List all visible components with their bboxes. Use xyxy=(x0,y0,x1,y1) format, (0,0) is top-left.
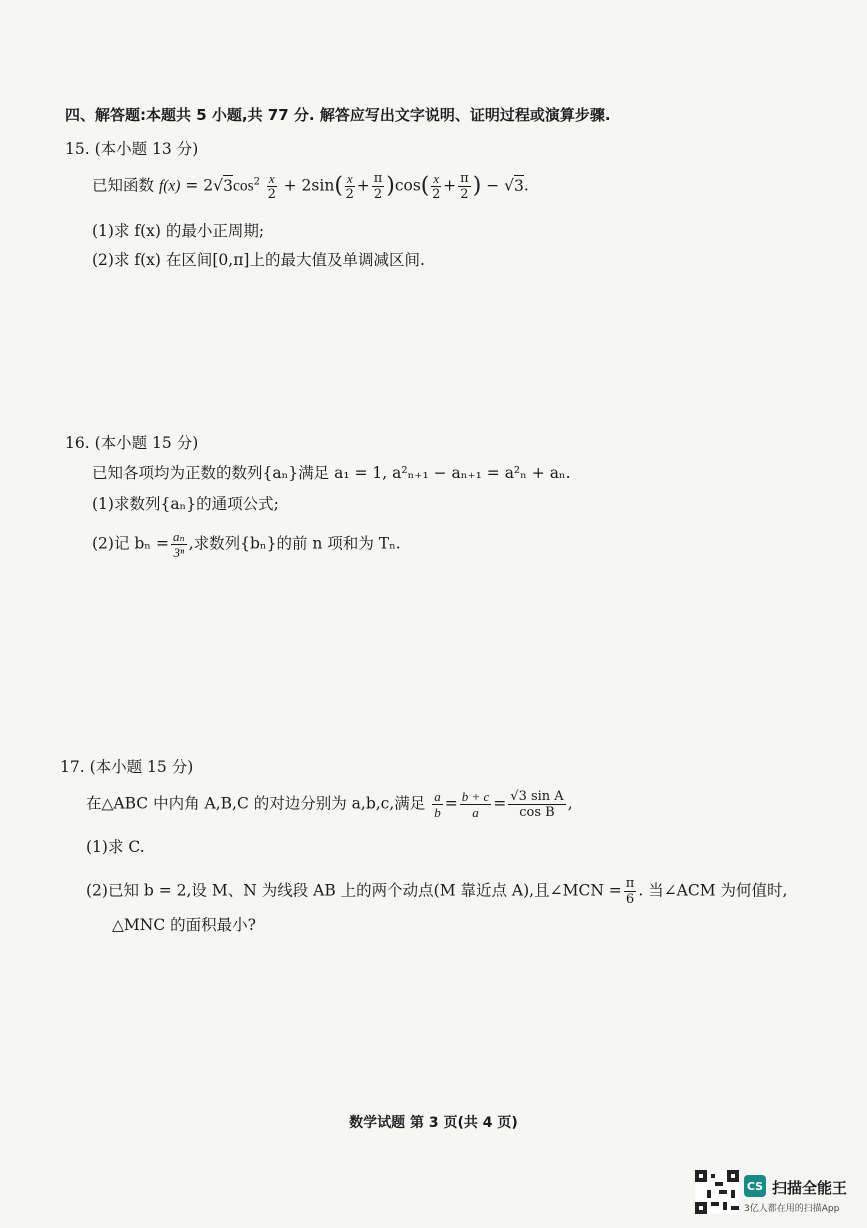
bleed-through-texture xyxy=(640,140,644,156)
q17-part2: (2)已知 b = 2,设 M、N 为线段 AB 上的两个动点(M 靠近点 A),且∠MCN = $\frac{\pi}{6}$ . 当∠ACM 为何值时, xyxy=(86,876,788,907)
q15-header: 15. (本小题 13 分) xyxy=(65,140,199,158)
camscanner-name: 扫描全能王 xyxy=(772,1179,848,1197)
q17-header: 17. (本小题 15 分) xyxy=(60,758,194,776)
camscanner-logo-icon: CS xyxy=(744,1175,766,1197)
q16-part1: (1)求数列{aₙ}的通项公式; xyxy=(92,495,279,513)
camscanner-tagline: 3亿人都在用的扫描App xyxy=(744,1204,840,1214)
qr-code-icon xyxy=(695,1170,739,1214)
q15-part2: (2)求 f(x) 在区间[0,π]上的最大值及单调减区间. xyxy=(92,251,425,269)
q15-part1: (1)求 f(x) 的最小正周期; xyxy=(92,222,265,240)
q16-stem: 已知各项均为正数的数列{aₙ}满足 a₁ = 1, a²ₙ₊₁ − aₙ₊₁ = a²ₙ + aₙ. xyxy=(92,464,571,482)
q16-header: 16. (本小题 15 分) xyxy=(65,434,199,452)
page-footer: 数学试题 第 3 页(共 4 页) xyxy=(349,1115,518,1131)
section-heading: 四、解答题:本题共 5 小题,共 77 分. 解答应写出文字说明、证明过程或演算步骤. xyxy=(65,106,611,124)
q16-part2: (2)记 bₙ = $\frac{\text{aₙ}}{\text{3ⁿ}}$ ,求数列{bₙ}的前 n 项和为 Tₙ. xyxy=(92,529,401,560)
q17-part2-line2: △MNC 的面积最小? xyxy=(112,916,256,934)
q17-part1: (1)求 C. xyxy=(86,838,145,856)
q17-stem: 在△ABC 中内角 A,B,C 的对边分别为 a,b,c,满足 $\frac{a}{b}$ = $\frac{b + c}{a}$ = $\frac{\text{√3 sin A}}{\text{cos B}}$ , xyxy=(86,789,573,820)
q15-stem: 已知函数 $f(x) = 2√3\cos^2$ $\frac{x}{2}$ + 2sin( $\frac{x}{2}$ + $\frac{\pi}{2}$ )cos( $\frac{x}{2}$ + $\frac{\pi}{2}$ ) − √3. xyxy=(92,171,529,202)
